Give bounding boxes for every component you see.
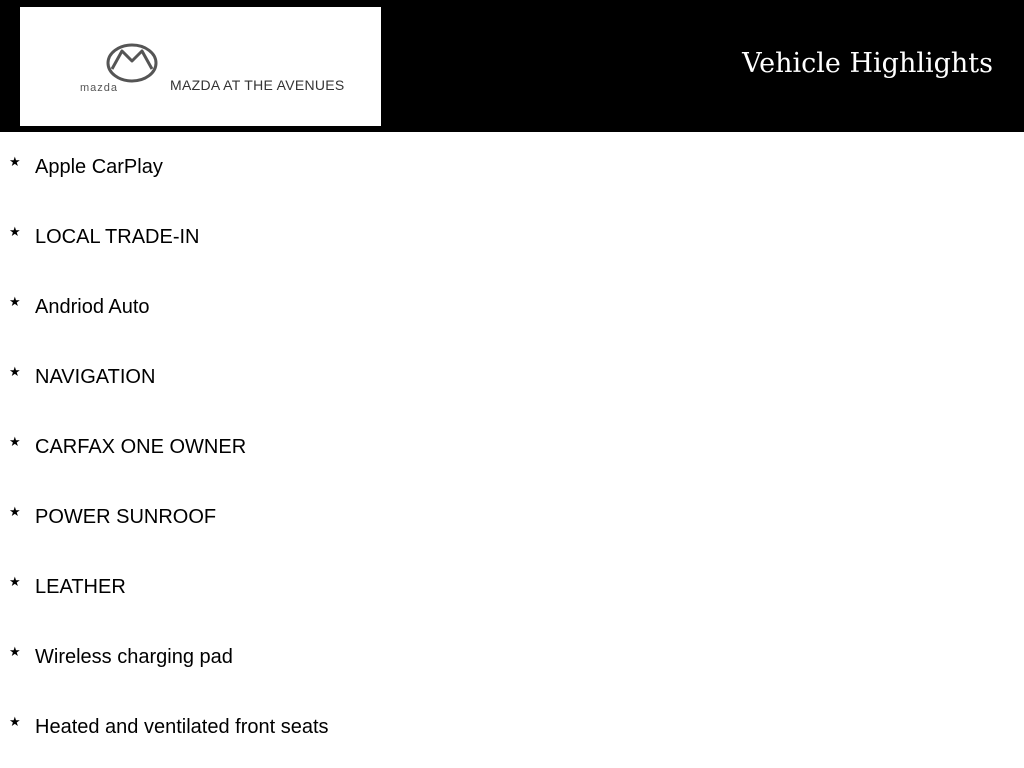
highlight-item <box>0 482 1024 552</box>
mazda-wordmark: mazda <box>80 82 119 94</box>
star-icon: ★ <box>9 715 21 730</box>
dealer-logo <box>20 7 381 126</box>
highlight-label: CARFAX ONE OWNER <box>35 436 247 458</box>
highlight-label: Wireless charging pad <box>35 646 233 668</box>
mazda-emblem-icon <box>104 43 160 103</box>
star-icon: ★ <box>9 155 21 170</box>
star-icon: ★ <box>9 645 21 660</box>
page-title: Vehicle Highlights <box>742 48 993 79</box>
highlight-label: NAVIGATION <box>35 366 156 388</box>
highlight-item <box>0 622 1024 692</box>
star-icon: ★ <box>9 225 21 240</box>
highlight-label: Apple CarPlay <box>35 156 163 178</box>
highlight-label: POWER SUNROOF <box>35 506 217 528</box>
highlight-label: Heated and ventilated front seats <box>35 716 329 738</box>
highlight-label: LEATHER <box>35 576 126 598</box>
highlights-list <box>0 132 1024 762</box>
header-banner <box>0 0 1024 132</box>
highlight-item <box>0 132 1024 202</box>
star-icon: ★ <box>9 435 21 450</box>
highlight-item <box>0 342 1024 412</box>
highlight-item <box>0 272 1024 342</box>
star-icon: ★ <box>9 575 21 590</box>
highlight-label: LOCAL TRADE-IN <box>35 226 200 248</box>
highlight-item <box>0 552 1024 622</box>
highlight-item <box>0 412 1024 482</box>
dealer-name: MAZDA AT THE AVENUES <box>170 77 345 93</box>
highlight-item <box>0 202 1024 272</box>
highlight-item <box>0 692 1024 762</box>
star-icon: ★ <box>9 505 21 520</box>
highlight-label: Andriod Auto <box>35 296 150 318</box>
star-icon: ★ <box>9 365 21 380</box>
star-icon: ★ <box>9 295 21 310</box>
